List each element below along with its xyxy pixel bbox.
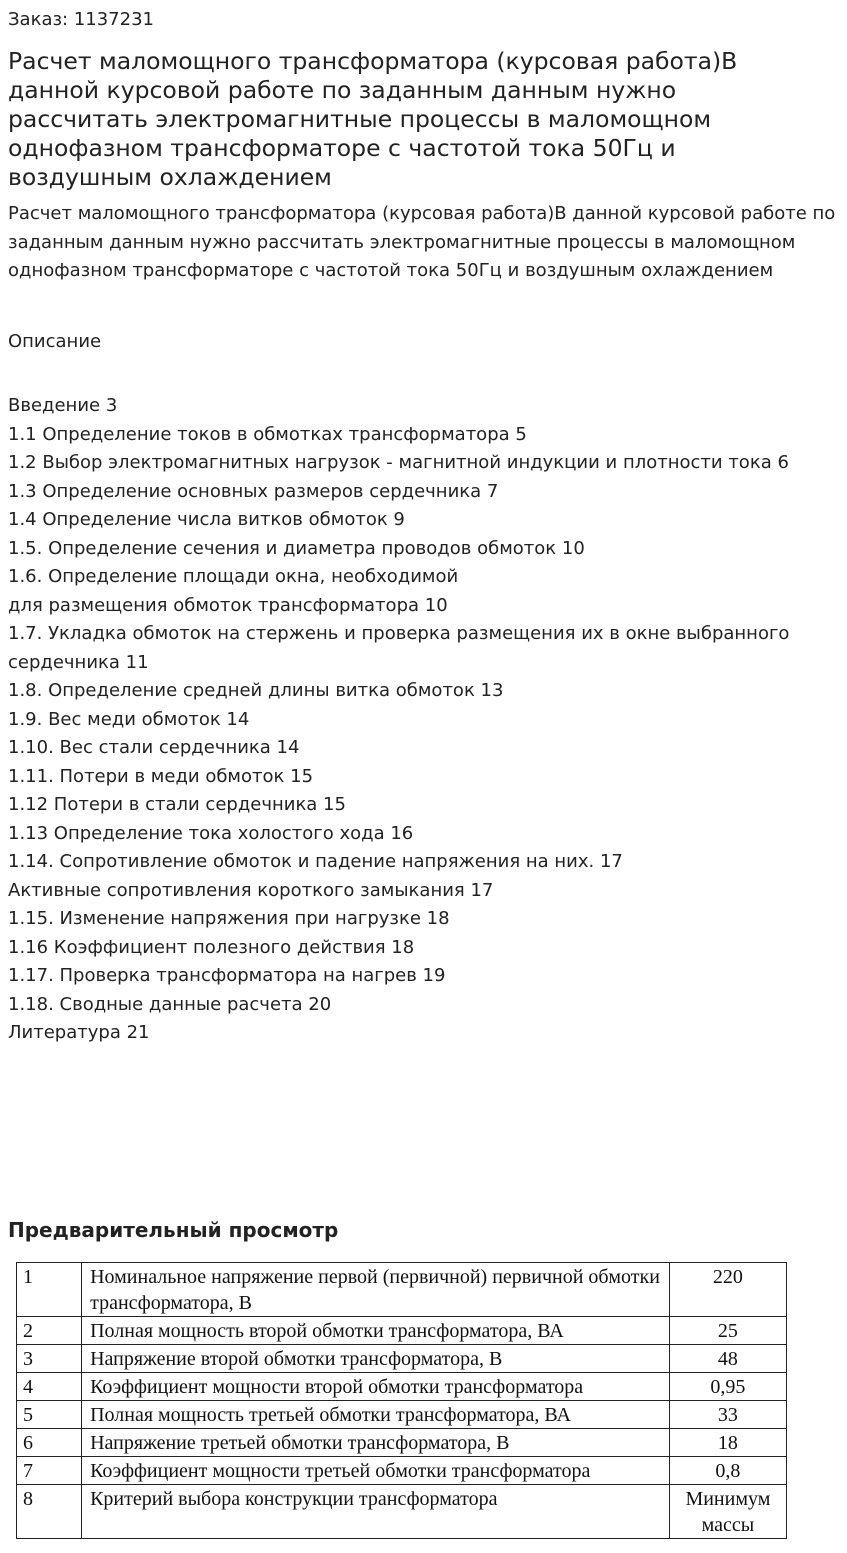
- table-row: [17, 1429, 787, 1457]
- table-row: [17, 1317, 787, 1345]
- parameter-name: Коэффициент мощности третьей обмотки трансформатора: [82, 1457, 670, 1485]
- parameter-name: Номинальное напряжение первой (первичной) первичной обмотки трансформатора, В: [82, 1263, 670, 1317]
- toc-item: 1.18. Сводные данные расчета 20: [8, 993, 332, 1015]
- toc-item: 1.6. Определение площади окна, необходимой: [8, 566, 459, 587]
- parameter-value: 0,95: [669, 1373, 786, 1401]
- parameter-value: 18: [669, 1429, 786, 1457]
- parameter-value: 48: [669, 1345, 786, 1373]
- toc-item: 1.5. Определение сечения и диаметра проводов обмоток 10: [8, 537, 585, 559]
- toc-item: 1.7. Укладка обмоток на стержень и проверка размещения их в окне выбранного: [8, 623, 790, 644]
- table-row: [17, 1373, 787, 1401]
- spec-table: [16, 1262, 787, 1539]
- parameter-value: 220: [669, 1263, 786, 1317]
- toc-item: 1.15. Изменение напряжения при нагрузке 18: [8, 908, 450, 929]
- row-number: 4: [17, 1373, 82, 1401]
- page-title: Расчет маломощного трансформатора (курсовая работа)В данной курсовой работе по заданным данным нужно рассчитать электромагнитные процессы в маломощном однофазном трансформаторе с частотой тока 50Гц и воздушным охлаждением: [8, 47, 738, 191]
- parameter-name: Напряжение третьей обмотки трансформатора, В: [82, 1429, 670, 1457]
- toc-item: 1.16 Коэффициент полезного действия 18: [8, 936, 415, 958]
- toc-item: 1.10. Вес стали сердечника 14: [8, 737, 300, 758]
- toc-item: 1.9. Вес меди обмоток 14: [8, 708, 250, 730]
- row-number: 6: [17, 1429, 82, 1457]
- parameter-name: Полная мощность второй обмотки трансформатора, ВА: [82, 1317, 670, 1345]
- toc-item: 1.12 Потери в стали сердечника 15: [8, 794, 346, 815]
- toc-item: 1.1 Определение токов в обмотках трансформатора 5: [8, 423, 527, 445]
- table-of-contents: [8, 392, 843, 1048]
- row-number: 8: [17, 1485, 82, 1539]
- row-number: 7: [17, 1457, 82, 1485]
- toc-item: 1.8. Определение средней длины витка обмоток 13: [8, 680, 504, 701]
- toc-item: 1.13 Определение тока холостого хода 16: [8, 822, 414, 844]
- toc-item: Активные сопротивления короткого замыкания 17: [8, 879, 494, 901]
- row-number: 5: [17, 1401, 82, 1429]
- toc-item: 1.17. Проверка трансформатора на нагрев 19: [8, 965, 446, 986]
- toc-item: Введение 3: [8, 395, 118, 416]
- table-row: [17, 1457, 787, 1485]
- toc-item: для размещения обмоток трансформатора 10: [8, 594, 448, 616]
- lead-paragraph: Расчет маломощного трансформатора (курсовая работа)В данной курсовой работе по заданным данным нужно рассчитать электромагнитные процессы в маломощном однофазном трансформаторе с частотой тока 50Гц и воздушным охлаждением: [8, 203, 836, 281]
- toc-item: Литература 21: [8, 1022, 150, 1043]
- preview-heading: Предварительный просмотр: [8, 1218, 339, 1242]
- table-row: [17, 1401, 787, 1429]
- parameter-value: 25: [669, 1317, 786, 1345]
- parameter-value: Минимум массы: [669, 1485, 786, 1539]
- row-number: 2: [17, 1317, 82, 1345]
- toc-item: 1.3 Определение основных размеров сердечника 7: [8, 480, 499, 502]
- table-row: [17, 1263, 787, 1317]
- parameter-value: 33: [669, 1401, 786, 1429]
- table-row: [17, 1485, 787, 1539]
- parameter-name: Напряжение второй обмотки трансформатора, В: [82, 1345, 670, 1373]
- toc-item: 1.4 Определение числа витков обмоток 9: [8, 509, 405, 530]
- toc-item: 1.11. Потери в меди обмоток 15: [8, 765, 314, 787]
- row-number: 1: [17, 1263, 82, 1317]
- toc-item: сердечника 11: [8, 651, 149, 673]
- table-row: [17, 1345, 787, 1373]
- parameter-name: Критерий выбора конструкции трансформатора: [82, 1485, 670, 1539]
- order-number: Заказ: 1137231: [8, 9, 154, 30]
- parameter-name: Коэффициент мощности второй обмотки трансформатора: [82, 1373, 670, 1401]
- toc-item: 1.2 Выбор электромагнитных нагрузок - магнитной индукции и плотности тока 6: [8, 452, 789, 473]
- description-label: Описание: [8, 331, 102, 352]
- toc-item: 1.14. Сопротивление обмоток и падение напряжения на них. 17: [8, 851, 623, 872]
- parameter-value: 0,8: [669, 1457, 786, 1485]
- parameter-name: Полная мощность третьей обмотки трансформатора, ВА: [82, 1401, 670, 1429]
- row-number: 3: [17, 1345, 82, 1373]
